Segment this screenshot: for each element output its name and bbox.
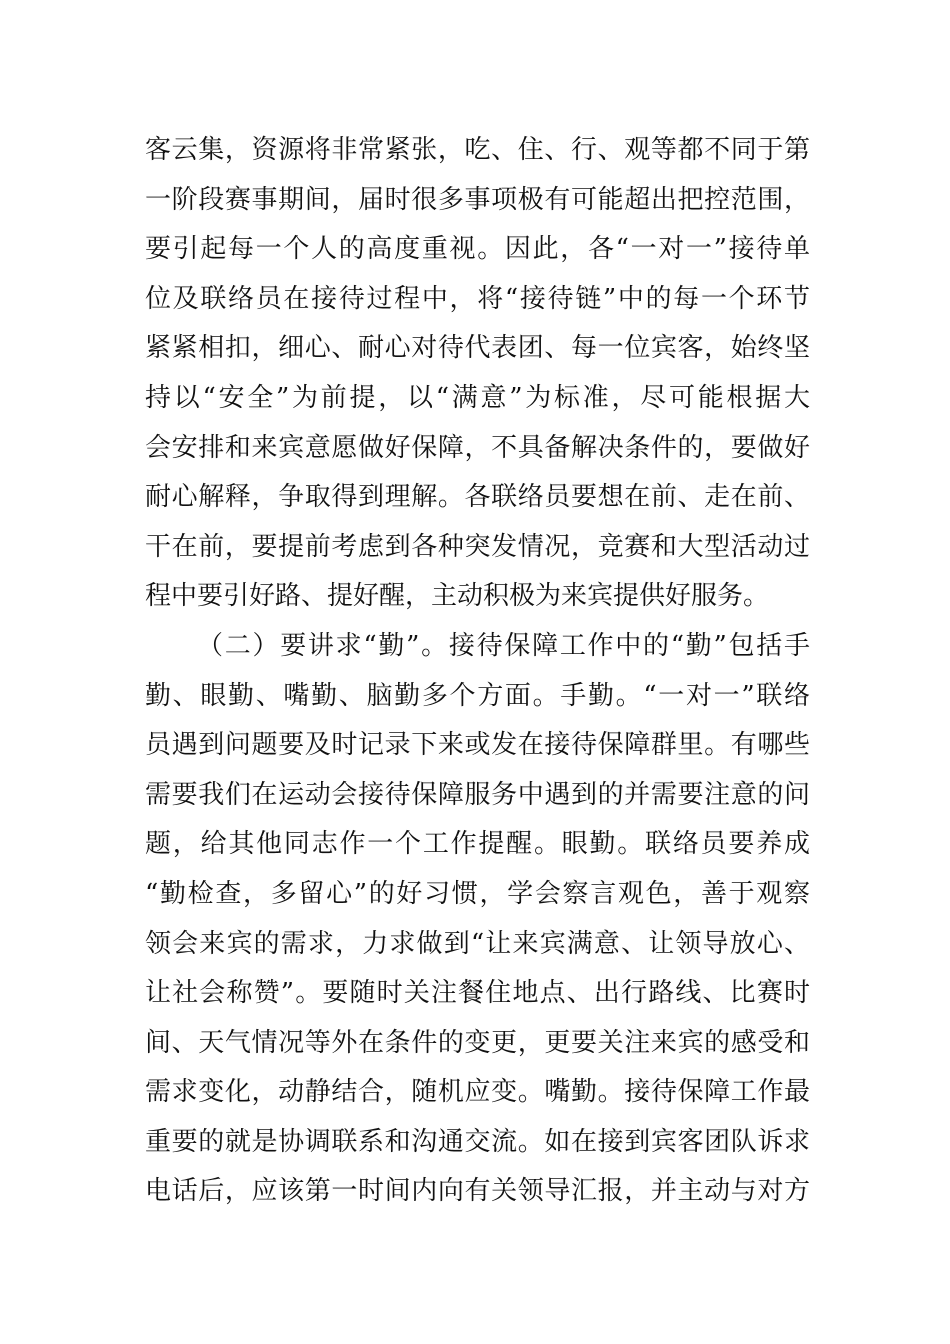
text-line: 重要的就是协调联系和沟通交流。如在接到宾客团队诉求 bbox=[145, 1126, 810, 1157]
text-line: 持以“安全”为前提，以“满意”为标准，尽可能根据大 bbox=[145, 382, 810, 413]
body-text bbox=[145, 126, 810, 1217]
text-line: 让社会称赞”。要随时关注餐住地点、出行路线、比赛时 bbox=[145, 978, 810, 1009]
text-line: 干在前，要提前考虑到各种突发情况，竞赛和大型活动过 bbox=[145, 531, 810, 562]
text-line: 紧紧相扣，细心、耐心对待代表团、每一位宾客，始终坚 bbox=[145, 333, 810, 364]
text-line: 要引起每一个人的高度重视。因此，各“一对一”接待单 bbox=[145, 234, 810, 265]
text-line: 位及联络员在接待过程中，将“接待链”中的每一个环节 bbox=[145, 283, 810, 314]
text-line: 程中要引好路、提好醒，主动积极为来宾提供好服务。 bbox=[145, 581, 770, 612]
text-line: 员遇到问题要及时记录下来或发在接待保障群里。有哪些 bbox=[145, 730, 810, 761]
text-line: 会安排和来宾意愿做好保障，不具备解决条件的，要做好 bbox=[145, 432, 810, 463]
text-line: 电话后，应该第一时间内向有关领导汇报，并主动与对方 bbox=[145, 1176, 810, 1207]
text-line: 领会来宾的需求，力求做到“让来宾满意、让领导放心、 bbox=[145, 928, 810, 959]
text-line: 客云集，资源将非常紧张，吃、住、行、观等都不同于第 bbox=[145, 135, 810, 165]
section-heading-line: （二）要讲求“勤”。接待保障工作中的“勤”包括手 bbox=[197, 630, 810, 661]
text-line: 题，给其他同志作一个工作提醒。眼勤。联络员要养成 bbox=[145, 829, 810, 860]
text-line: 间、天气情况等外在条件的变更，更要关注来宾的感受和 bbox=[145, 1027, 810, 1058]
text-line: 一阶段赛事期间，届时很多事项极有可能超出把控范围， bbox=[145, 184, 810, 215]
text-line: “勤检查，多留心”的好习惯，学会察言观色，善于观察 bbox=[145, 878, 810, 909]
text-line: 耐心解释，争取得到理解。各联络员要想在前、走在前、 bbox=[145, 482, 810, 513]
text-line: 需要我们在运动会接待保障服务中遇到的并需要注意的问 bbox=[145, 779, 810, 810]
text-line: 勤、眼勤、嘴勤、脑勤多个方面。手勤。“一对一”联络 bbox=[145, 680, 810, 711]
text-line: 需求变化，动静结合，随机应变。嘴勤。接待保障工作最 bbox=[145, 1077, 810, 1108]
